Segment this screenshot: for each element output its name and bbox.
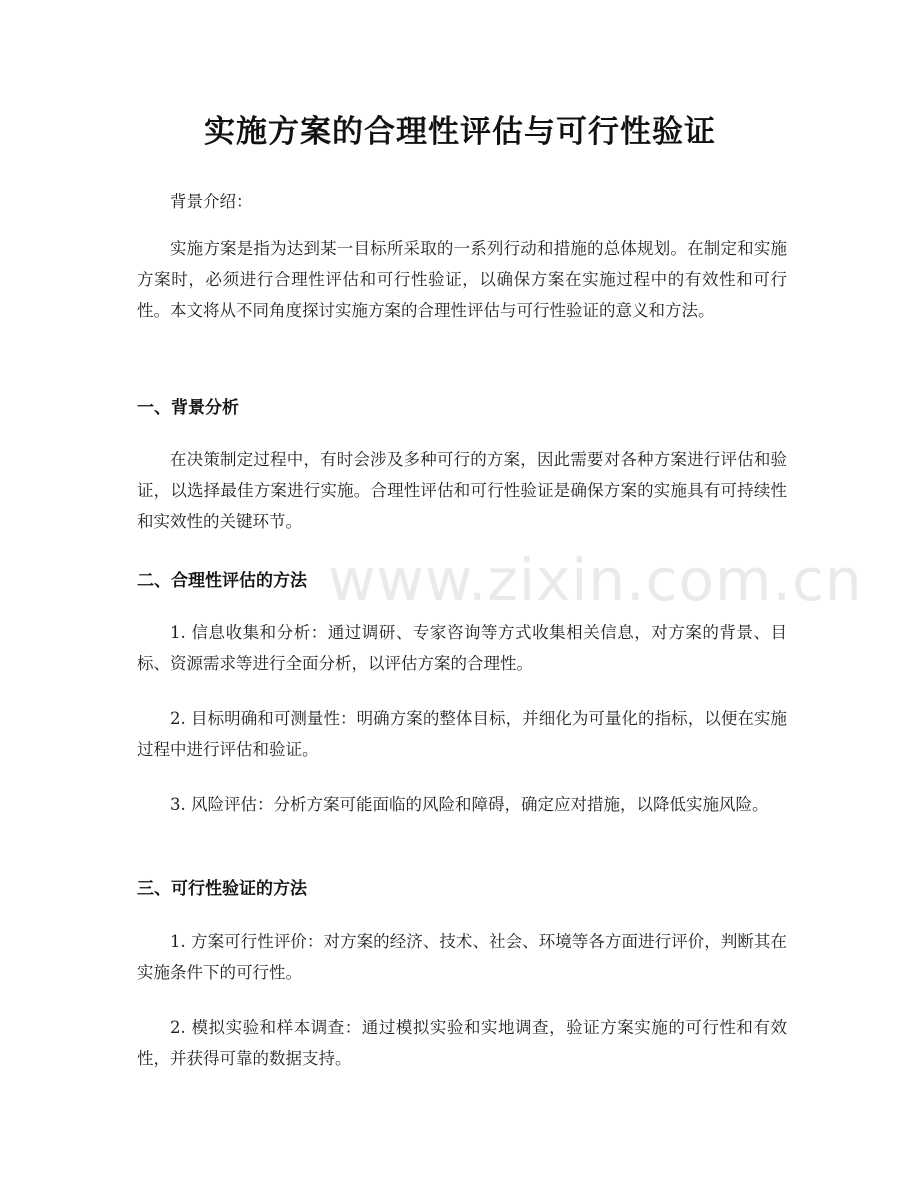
section-heading-feasibility-methods: 三、可行性验证的方法 bbox=[137, 879, 307, 899]
section-heading-rationality-methods: 二、合理性评估的方法 bbox=[137, 571, 307, 591]
watermark: www.zixin.com.cn bbox=[328, 546, 863, 614]
intro-paragraph: 实施方案是指为达到某一目标所采取的一系列行动和措施的总体规划。在制定和实施方案时，必须进行合理性评估和可行性验证，以确保方案在实施过程中的有效性和可行性。本文将从不同角度探讨实施方案的合理性评估与可行性验证的意义和方法。 bbox=[137, 239, 787, 320]
section-2-paragraph-2: 2. 目标明确和可测量性：明确方案的整体目标，并细化为可量化的指标，以便在实施过程中进行评估和验证。 bbox=[137, 709, 787, 759]
section-1-paragraph-1: 在决策制定过程中，有时会涉及多种可行的方案，因此需要对各种方案进行评估和验证，以选择最佳方案进行实施。合理性评估和可行性验证是确保方案的实施具有可持续性和实效性的关键环节。 bbox=[137, 450, 787, 531]
section-3-paragraph-2: 2. 模拟实验和样本调查：通过模拟实验和实地调查，验证方案实施的可行性和有效性，并获得可靠的数据支持。 bbox=[137, 1018, 787, 1068]
section-heading-background-analysis: 一、背景分析 bbox=[137, 398, 239, 418]
page-title: 实施方案的合理性评估与可行性验证 bbox=[204, 114, 716, 150]
section-2-paragraph-1: 1. 信息收集和分析：通过调研、专家咨询等方式收集相关信息，对方案的背景、目标、资源需求等进行全面分析，以评估方案的合理性。 bbox=[137, 623, 787, 673]
section-2-paragraph-3: 3. 风险评估：分析方案可能面临的风险和障碍，确定应对措施，以降低实施风险。 bbox=[170, 795, 769, 814]
intro-label: 背景介绍： bbox=[170, 192, 253, 211]
section-3-paragraph-1: 1. 方案可行性评价：对方案的经济、技术、社会、环境等各方面进行评价，判断其在实施条件下的可行性。 bbox=[137, 932, 787, 982]
